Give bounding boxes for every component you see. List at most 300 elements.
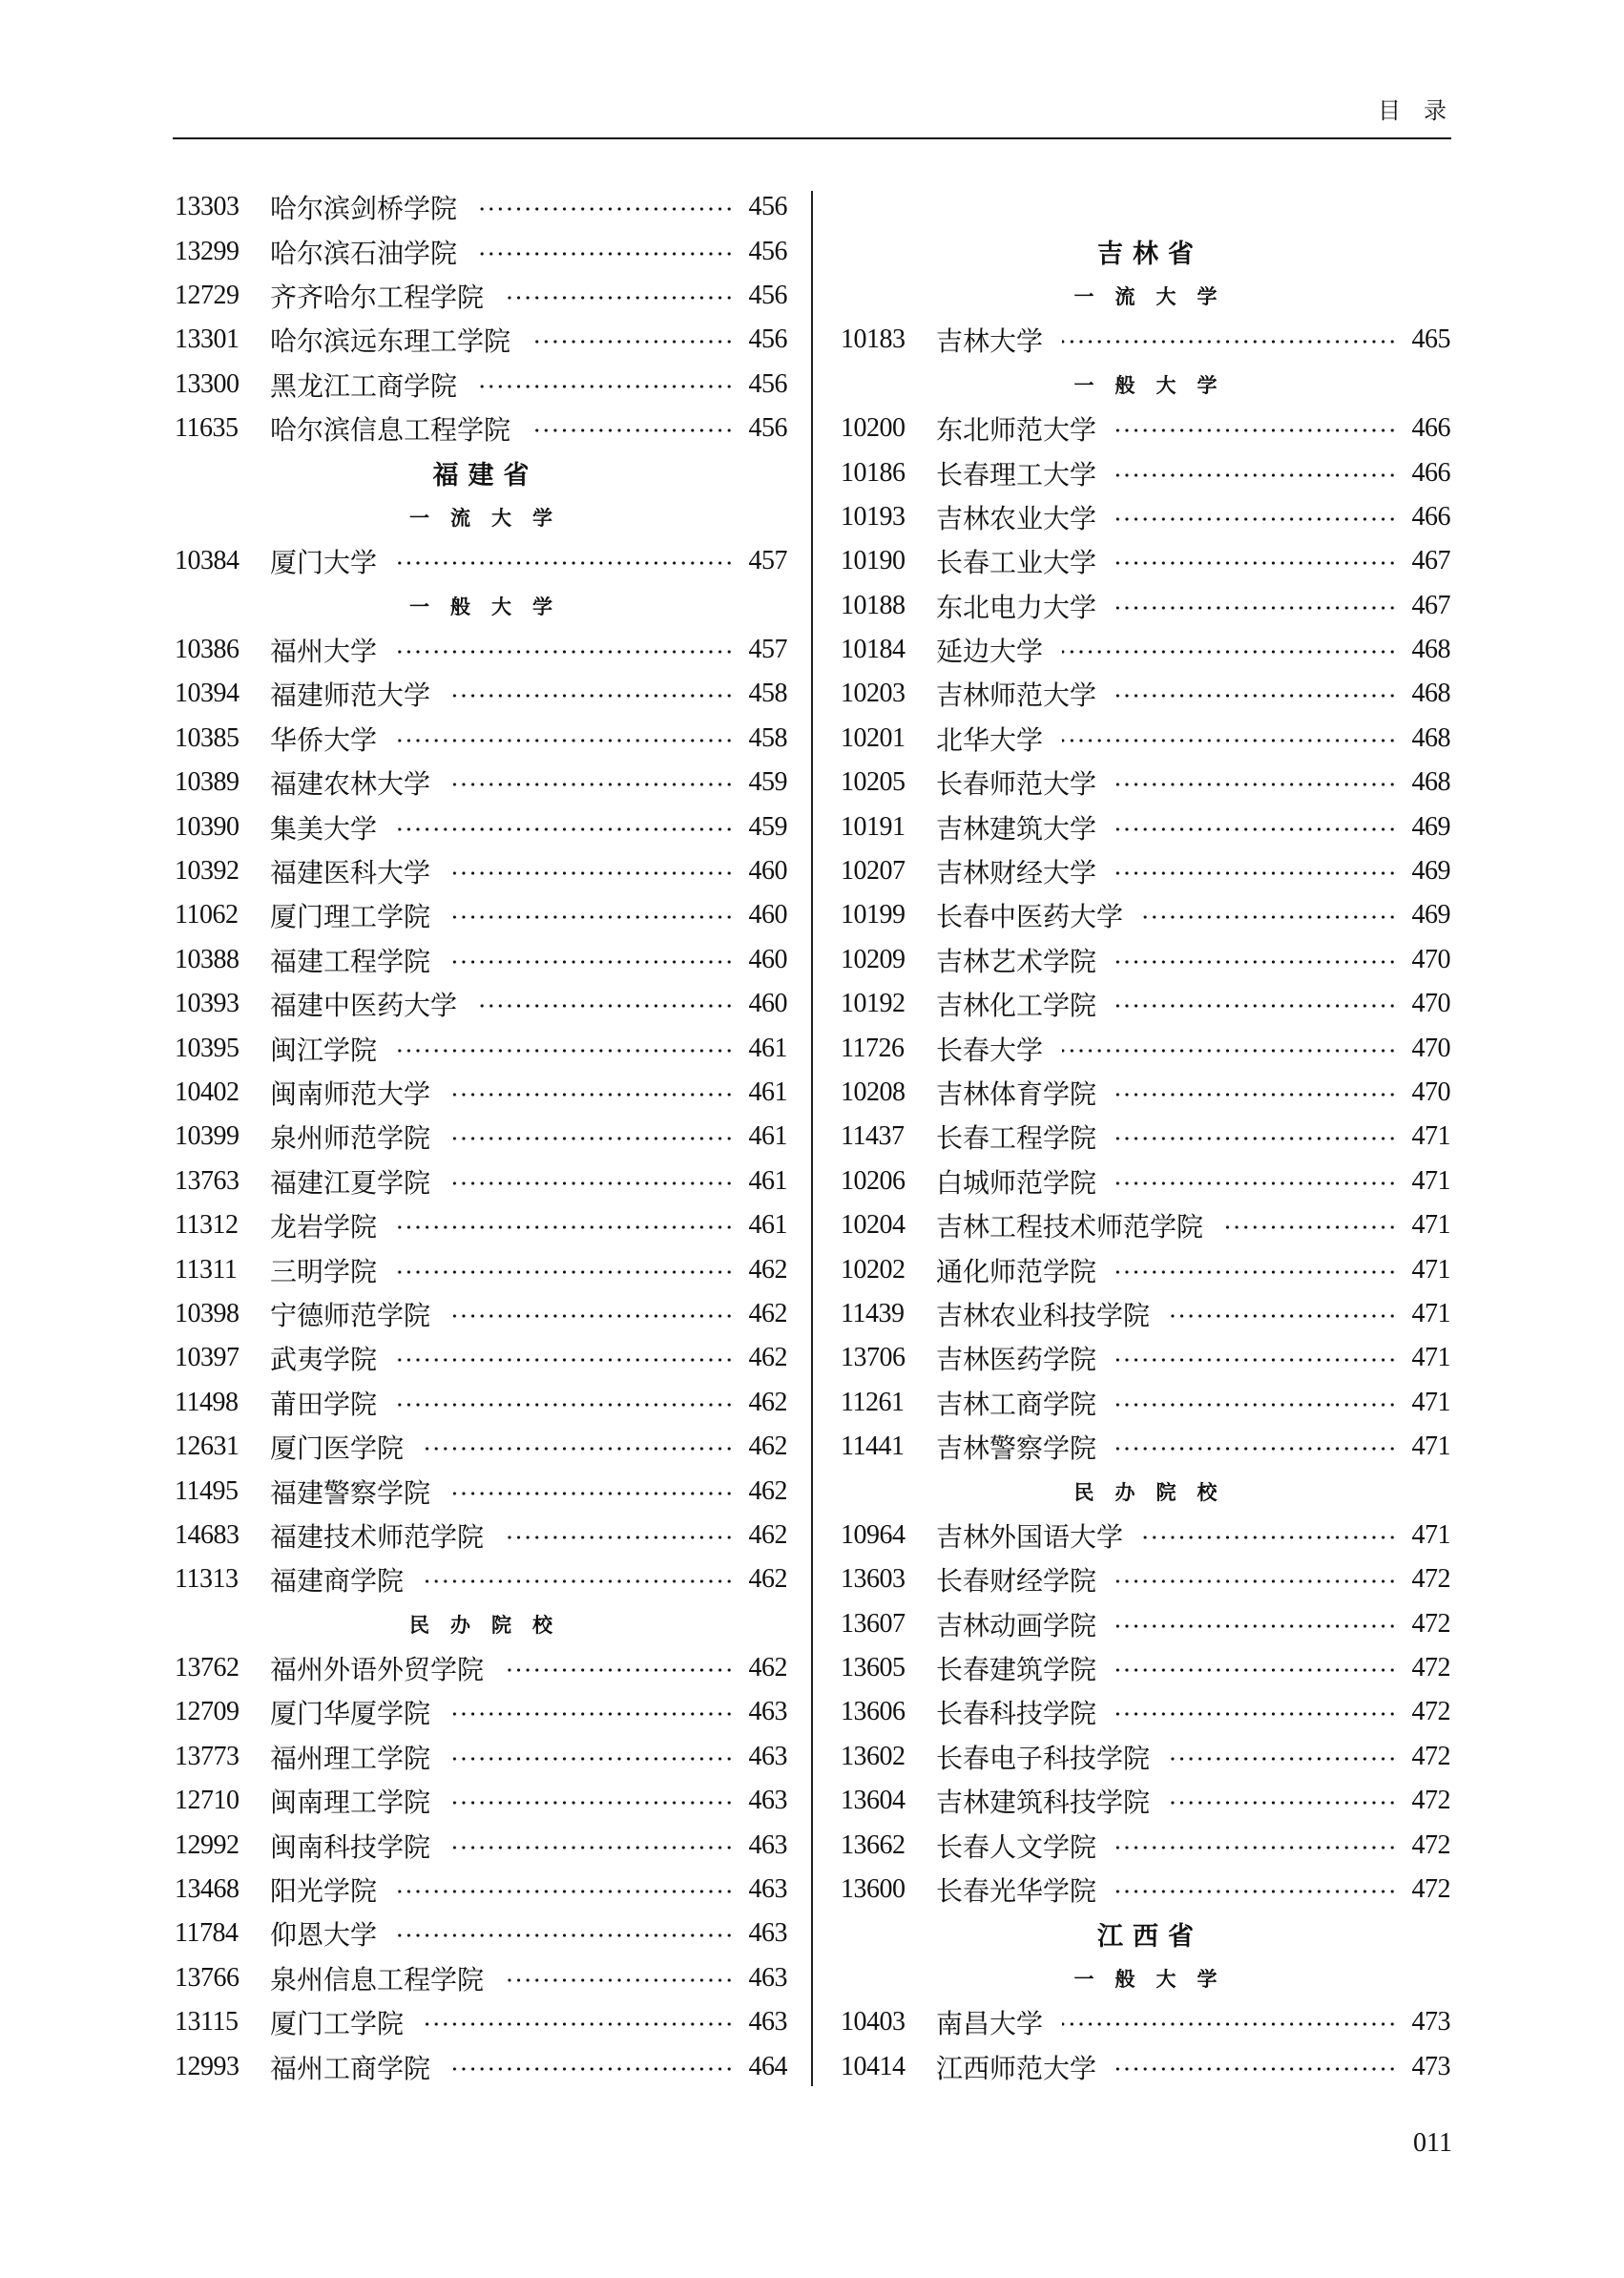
page-ref: 463 — [748, 1918, 787, 1949]
dot-leader — [1062, 339, 1397, 345]
school-code: 11313 — [175, 1564, 239, 1595]
dot-leader — [1169, 1313, 1397, 1319]
school-code: 11062 — [175, 900, 239, 930]
category-title: 一般大学 — [1073, 373, 1239, 397]
school-code: 10397 — [175, 1343, 239, 1373]
page-ref: 463 — [748, 1962, 787, 1993]
page-ref: 472 — [1411, 1608, 1450, 1639]
page-ref: 468 — [1411, 722, 1450, 753]
page-ref: 471 — [1411, 1387, 1450, 1417]
toc-entry[interactable] — [175, 407, 787, 450]
school-code: 10205 — [841, 767, 906, 798]
dot-leader — [396, 649, 734, 655]
dot-leader — [476, 206, 734, 212]
school-code: 10394 — [175, 679, 239, 709]
category-heading — [841, 1956, 1450, 2000]
category-heading — [175, 495, 787, 539]
page-ref: 463 — [748, 2007, 787, 2038]
dot-leader — [396, 1357, 734, 1363]
toc-entry[interactable] — [175, 672, 787, 716]
toc-entry[interactable] — [841, 1203, 1450, 1247]
toc-entry[interactable] — [841, 1646, 1450, 1690]
school-code: 13762 — [175, 1653, 239, 1683]
school-name: 仰恩大学 — [270, 1919, 378, 1952]
toc-entry[interactable] — [175, 717, 787, 761]
dot-leader — [1115, 1136, 1397, 1141]
page-ref: 467 — [1411, 546, 1450, 576]
page-ref: 471 — [1411, 1432, 1450, 1462]
school-name: 白城师范学院 — [936, 1166, 1097, 1199]
school-code: 10192 — [841, 989, 906, 1019]
school-code: 10202 — [841, 1254, 906, 1285]
toc-entry[interactable] — [175, 1292, 787, 1336]
dot-leader — [1115, 1269, 1397, 1275]
school-name: 长春光华学院 — [936, 1875, 1097, 1908]
toc-entry[interactable] — [175, 1868, 787, 1912]
page-ref: 471 — [1411, 1298, 1450, 1328]
school-name: 长春电子科技学院 — [936, 1742, 1151, 1774]
province-heading — [841, 1912, 1450, 1955]
toc-entry[interactable] — [175, 1336, 787, 1380]
toc-entry[interactable] — [175, 1735, 787, 1779]
school-code: 10183 — [841, 324, 906, 355]
page-ref: 471 — [1411, 1254, 1450, 1285]
school-code: 12992 — [175, 1829, 239, 1860]
page-ref: 459 — [748, 767, 787, 798]
page-ref: 462 — [748, 1475, 787, 1506]
toc-entry[interactable] — [841, 2000, 1450, 2044]
dot-leader — [449, 693, 734, 699]
dot-leader — [449, 1800, 734, 1806]
school-name: 吉林医药学院 — [936, 1344, 1097, 1376]
dot-leader — [449, 1092, 734, 1097]
school-name: 吉林艺术学院 — [936, 945, 1097, 977]
toc-column-left — [175, 185, 787, 2089]
school-name: 闽南师范大学 — [270, 1078, 431, 1110]
school-code: 10385 — [175, 722, 239, 753]
school-name: 福州大学 — [270, 636, 378, 668]
page-ref: 461 — [748, 1121, 787, 1152]
toc-entry[interactable] — [175, 1690, 787, 1734]
dot-leader — [1115, 870, 1397, 876]
toc-entry[interactable] — [841, 450, 1450, 494]
page-ref: 472 — [1411, 1697, 1450, 1727]
toc-entry[interactable] — [175, 1956, 787, 2000]
toc-entry[interactable] — [175, 229, 787, 273]
dot-leader — [1115, 826, 1397, 832]
dot-leader — [1115, 1711, 1397, 1717]
toc-entry[interactable] — [841, 717, 1450, 761]
school-code: 13602 — [841, 1741, 906, 1771]
toc-entry[interactable] — [841, 1602, 1450, 1646]
toc-entry[interactable] — [841, 1071, 1450, 1115]
school-name: 福建工程学院 — [270, 945, 431, 977]
school-name: 吉林大学 — [936, 325, 1044, 358]
school-code: 10384 — [175, 546, 239, 576]
school-name: 黑龙江工商学院 — [270, 369, 458, 402]
toc-entry[interactable] — [175, 628, 787, 672]
dot-leader — [396, 1048, 734, 1054]
school-name: 长春师范大学 — [936, 768, 1097, 801]
school-name: 吉林农业大学 — [936, 502, 1097, 534]
page-number: 011 — [1413, 2128, 1452, 2158]
page-ref: 461 — [748, 1210, 787, 1241]
school-name: 吉林外国语大学 — [936, 1520, 1124, 1553]
dot-leader — [476, 384, 734, 389]
page-ref: 466 — [1411, 457, 1450, 488]
dot-leader — [449, 1181, 734, 1186]
page-ref: 468 — [1411, 767, 1450, 798]
page-ref: 460 — [748, 944, 787, 974]
dot-leader — [423, 2021, 734, 2027]
dot-leader — [423, 1578, 734, 1584]
toc-entry[interactable] — [175, 1115, 787, 1159]
province-heading — [175, 450, 787, 494]
dot-leader — [530, 428, 734, 433]
toc-entry[interactable] — [175, 1160, 787, 1203]
school-name: 东北电力大学 — [936, 591, 1097, 623]
toc-entry[interactable] — [175, 1381, 787, 1425]
page-ref: 462 — [748, 1387, 787, 1417]
toc-entry[interactable] — [841, 628, 1450, 672]
toc-entry[interactable] — [175, 1912, 787, 1955]
school-code: 10204 — [841, 1210, 906, 1241]
toc-entry[interactable] — [841, 1557, 1450, 1601]
school-name: 齐齐哈尔工程学院 — [270, 281, 485, 313]
dot-leader — [1115, 1357, 1397, 1363]
toc-entry[interactable] — [841, 982, 1450, 1026]
school-name: 吉林工程技术师范学院 — [936, 1211, 1204, 1243]
toc-entry[interactable] — [175, 1646, 787, 1690]
toc-entry[interactable] — [175, 1026, 787, 1070]
school-name: 长春中医药大学 — [936, 901, 1124, 933]
dot-leader — [396, 1224, 734, 1230]
school-name: 福建技术师范学院 — [270, 1520, 485, 1553]
school-code: 10188 — [841, 590, 906, 620]
toc-entry[interactable] — [841, 1779, 1450, 1823]
school-code: 10395 — [175, 1033, 239, 1063]
school-code: 13706 — [841, 1343, 906, 1373]
toc-entry[interactable] — [841, 407, 1450, 450]
page-ref: 470 — [1411, 1033, 1450, 1063]
school-code: 12710 — [175, 1786, 239, 1816]
toc-entry[interactable] — [841, 1690, 1450, 1734]
toc-entry[interactable] — [841, 893, 1450, 937]
dot-leader — [1115, 1181, 1397, 1186]
school-code: 13766 — [175, 1962, 239, 1993]
school-name: 华侨大学 — [270, 723, 378, 756]
toc-entry[interactable] — [841, 318, 1450, 362]
school-name: 福建江夏学院 — [270, 1166, 431, 1199]
page-ref: 471 — [1411, 1343, 1450, 1373]
province-heading — [841, 229, 1450, 273]
school-name: 长春大学 — [936, 1034, 1044, 1066]
page-ref: 458 — [748, 679, 787, 709]
school-code: 11495 — [175, 1475, 239, 1506]
school-name: 厦门理工学院 — [270, 901, 431, 933]
toc-entry[interactable] — [841, 2044, 1450, 2088]
dot-leader — [476, 1003, 734, 1009]
school-code: 10199 — [841, 900, 906, 930]
page-ref: 462 — [748, 1564, 787, 1595]
toc-entry[interactable] — [841, 1735, 1450, 1779]
dot-leader — [1115, 560, 1397, 566]
school-name: 长春人文学院 — [936, 1830, 1097, 1863]
toc-entry[interactable] — [175, 938, 787, 982]
page-ref: 470 — [1411, 1077, 1450, 1107]
school-code: 11311 — [175, 1254, 238, 1285]
dot-leader — [1222, 1224, 1397, 1230]
province-title: 福建省 — [432, 461, 539, 491]
toc-entry[interactable] — [841, 1381, 1450, 1425]
page-ref: 466 — [1411, 413, 1450, 444]
category-heading — [841, 1469, 1450, 1513]
toc-entry[interactable] — [175, 893, 787, 937]
school-code: 14683 — [175, 1519, 239, 1550]
page-ref: 471 — [1411, 1121, 1450, 1152]
dot-leader — [1142, 914, 1397, 920]
school-name: 阳光学院 — [270, 1875, 378, 1908]
school-code: 13301 — [175, 324, 239, 355]
toc-entry[interactable] — [175, 274, 787, 318]
school-code: 13607 — [841, 1608, 906, 1639]
toc-entry[interactable] — [175, 1247, 787, 1291]
toc-entry[interactable] — [841, 1868, 1450, 1912]
toc-entry[interactable] — [841, 1247, 1450, 1291]
school-code: 10414 — [841, 2051, 906, 2081]
school-code: 13606 — [841, 1697, 906, 1727]
school-name: 厦门工学院 — [270, 2008, 405, 2040]
dot-leader — [1115, 1402, 1397, 1408]
page-ref: 458 — [748, 722, 787, 753]
school-name: 吉林动画学院 — [936, 1609, 1097, 1641]
page-ref: 469 — [1411, 811, 1450, 842]
school-code: 10402 — [175, 1077, 239, 1107]
category-heading — [841, 274, 1450, 318]
school-name: 哈尔滨石油学院 — [270, 237, 458, 269]
dot-leader — [530, 339, 734, 345]
toc-entry[interactable] — [175, 318, 787, 362]
school-code: 10389 — [175, 767, 239, 798]
school-code: 10190 — [841, 546, 906, 576]
school-name: 莆田学院 — [270, 1388, 378, 1420]
school-name: 吉林农业科技学院 — [936, 1299, 1151, 1331]
school-code: 13605 — [841, 1653, 906, 1683]
dot-leader — [449, 1845, 734, 1850]
toc-entry[interactable] — [841, 672, 1450, 716]
school-name: 福建警察学院 — [270, 1476, 431, 1509]
school-code: 13468 — [175, 1874, 239, 1905]
dot-leader — [1115, 1446, 1397, 1452]
dot-leader — [476, 251, 734, 257]
toc-entry[interactable] — [175, 1071, 787, 1115]
toc-entry[interactable] — [175, 849, 787, 893]
dot-leader — [449, 2066, 734, 2072]
school-code: 10390 — [175, 811, 239, 842]
school-code: 10209 — [841, 944, 906, 974]
dot-leader — [396, 560, 734, 566]
page-ref: 472 — [1411, 1653, 1450, 1683]
page-ref: 462 — [748, 1254, 787, 1285]
page-ref: 472 — [1411, 1829, 1450, 1860]
page-ref: 456 — [748, 368, 787, 399]
toc-entry[interactable] — [175, 1425, 787, 1469]
page-ref: 460 — [748, 856, 787, 887]
toc-entry[interactable] — [175, 1514, 787, 1557]
school-code: 10201 — [841, 722, 906, 753]
school-name: 吉林化工学院 — [936, 990, 1097, 1022]
page-ref: 461 — [748, 1165, 787, 1196]
toc-entry[interactable] — [841, 805, 1450, 848]
school-code: 10386 — [175, 635, 239, 665]
dot-leader — [1115, 472, 1397, 478]
category-title: 一流大学 — [409, 506, 573, 530]
school-name: 闽南理工学院 — [270, 1787, 431, 1819]
dot-leader — [1142, 1535, 1397, 1540]
school-name: 闽江学院 — [270, 1034, 378, 1066]
dot-leader — [503, 1535, 734, 1540]
page-ref: 472 — [1411, 1564, 1450, 1595]
toc-entry[interactable] — [175, 982, 787, 1026]
toc-entry[interactable] — [841, 849, 1450, 893]
toc-entry[interactable] — [841, 1425, 1450, 1469]
school-name: 长春科技学院 — [936, 1698, 1097, 1730]
toc-entry[interactable] — [175, 539, 787, 583]
school-name: 吉林财经大学 — [936, 857, 1097, 889]
toc-entry[interactable] — [841, 1336, 1450, 1380]
page-ref: 462 — [748, 1653, 787, 1683]
dot-leader — [1115, 1578, 1397, 1584]
page-ref: 463 — [748, 1741, 787, 1771]
school-code: 10193 — [841, 501, 906, 532]
page-ref: 466 — [1411, 501, 1450, 532]
toc-entry[interactable] — [841, 1292, 1450, 1336]
school-code: 12709 — [175, 1697, 239, 1727]
school-name: 泉州信息工程学院 — [270, 1963, 485, 1996]
dot-leader — [449, 1136, 734, 1141]
page-ref: 473 — [1411, 2007, 1450, 2038]
school-name: 厦门华厦学院 — [270, 1698, 431, 1730]
page-ref: 456 — [748, 192, 787, 222]
toc-entry[interactable] — [841, 539, 1450, 583]
category-heading — [175, 1602, 787, 1646]
school-name: 宁德师范学院 — [270, 1299, 431, 1331]
toc-entry[interactable] — [841, 1026, 1450, 1070]
school-code: 10191 — [841, 811, 906, 842]
school-code: 11726 — [841, 1033, 905, 1063]
school-code: 10392 — [175, 856, 239, 887]
page-ref: 456 — [748, 413, 787, 444]
category-heading — [841, 363, 1450, 407]
toc-entry[interactable] — [841, 1115, 1450, 1159]
school-code: 13604 — [841, 1786, 906, 1816]
dot-leader — [396, 1402, 734, 1408]
school-code: 13763 — [175, 1165, 239, 1196]
school-code: 13115 — [175, 2007, 239, 2038]
school-code: 10203 — [841, 679, 906, 709]
category-heading — [175, 584, 787, 628]
page-ref: 468 — [1411, 635, 1450, 665]
school-code: 12631 — [175, 1432, 239, 1462]
dot-leader — [449, 782, 734, 787]
toc-entry[interactable] — [175, 805, 787, 848]
school-name: 长春工程学院 — [936, 1122, 1097, 1155]
school-code: 12993 — [175, 2051, 239, 2081]
province-title: 吉林省 — [1097, 240, 1203, 270]
toc-entry[interactable] — [175, 1779, 787, 1823]
dot-leader — [1115, 428, 1397, 433]
school-name: 福建师范大学 — [270, 679, 431, 712]
toc-entry[interactable] — [175, 761, 787, 805]
school-code: 13600 — [841, 1874, 906, 1905]
page-ref: 459 — [748, 811, 787, 842]
toc-entry[interactable] — [175, 1557, 787, 1601]
toc-entry[interactable] — [175, 2044, 787, 2088]
school-name: 武夷学院 — [270, 1344, 378, 1376]
page-ref: 456 — [748, 280, 787, 310]
school-name: 福州理工学院 — [270, 1742, 431, 1774]
page-ref: 462 — [748, 1519, 787, 1550]
toc-entry[interactable] — [175, 1469, 787, 1513]
page-ref: 469 — [1411, 856, 1450, 887]
toc-entry[interactable] — [841, 1823, 1450, 1867]
page-ref: 467 — [1411, 590, 1450, 620]
page-ref: 464 — [748, 2051, 787, 2081]
dot-leader — [503, 1667, 734, 1673]
dot-leader — [1115, 693, 1397, 699]
toc-entry[interactable] — [841, 1160, 1450, 1203]
header-rule — [173, 137, 1451, 139]
school-code: 10207 — [841, 856, 906, 887]
toc-entry[interactable] — [841, 584, 1450, 628]
school-name: 泉州师范学院 — [270, 1122, 431, 1155]
toc-entry[interactable] — [841, 495, 1450, 539]
toc-entry[interactable] — [841, 761, 1450, 805]
category-title: 一流大学 — [1073, 284, 1239, 308]
toc-entry[interactable] — [841, 1514, 1450, 1557]
page-ref: 460 — [748, 900, 787, 930]
school-name: 吉林工商学院 — [936, 1388, 1097, 1420]
school-name: 通化师范学院 — [936, 1255, 1097, 1287]
page-ref: 462 — [748, 1432, 787, 1462]
dot-leader — [1062, 1048, 1397, 1054]
dot-leader — [1115, 1092, 1397, 1097]
school-name: 福建医科大学 — [270, 857, 431, 889]
toc-entry[interactable] — [175, 363, 787, 407]
school-code: 11439 — [841, 1298, 905, 1328]
dot-leader — [1062, 2021, 1397, 2027]
school-code: 10184 — [841, 635, 906, 665]
page-ref: 472 — [1411, 1874, 1450, 1905]
school-code: 11635 — [175, 413, 239, 444]
page-ref: 456 — [748, 324, 787, 355]
dot-leader — [396, 826, 734, 832]
page-ref: 468 — [1411, 679, 1450, 709]
page-ref: 462 — [748, 1298, 787, 1328]
dot-leader — [1115, 1623, 1397, 1629]
toc-entry[interactable] — [841, 938, 1450, 982]
dot-leader — [396, 1933, 734, 1938]
toc-entry[interactable] — [175, 2000, 787, 2044]
toc-entry[interactable] — [175, 185, 787, 229]
school-code: 11784 — [175, 1918, 239, 1949]
school-name: 北华大学 — [936, 723, 1044, 756]
toc-entry[interactable] — [175, 1203, 787, 1247]
province-title: 江西省 — [1097, 1921, 1203, 1952]
school-name: 三明学院 — [270, 1255, 378, 1287]
toc-entry[interactable] — [175, 1823, 787, 1867]
school-name: 吉林师范大学 — [936, 679, 1097, 712]
